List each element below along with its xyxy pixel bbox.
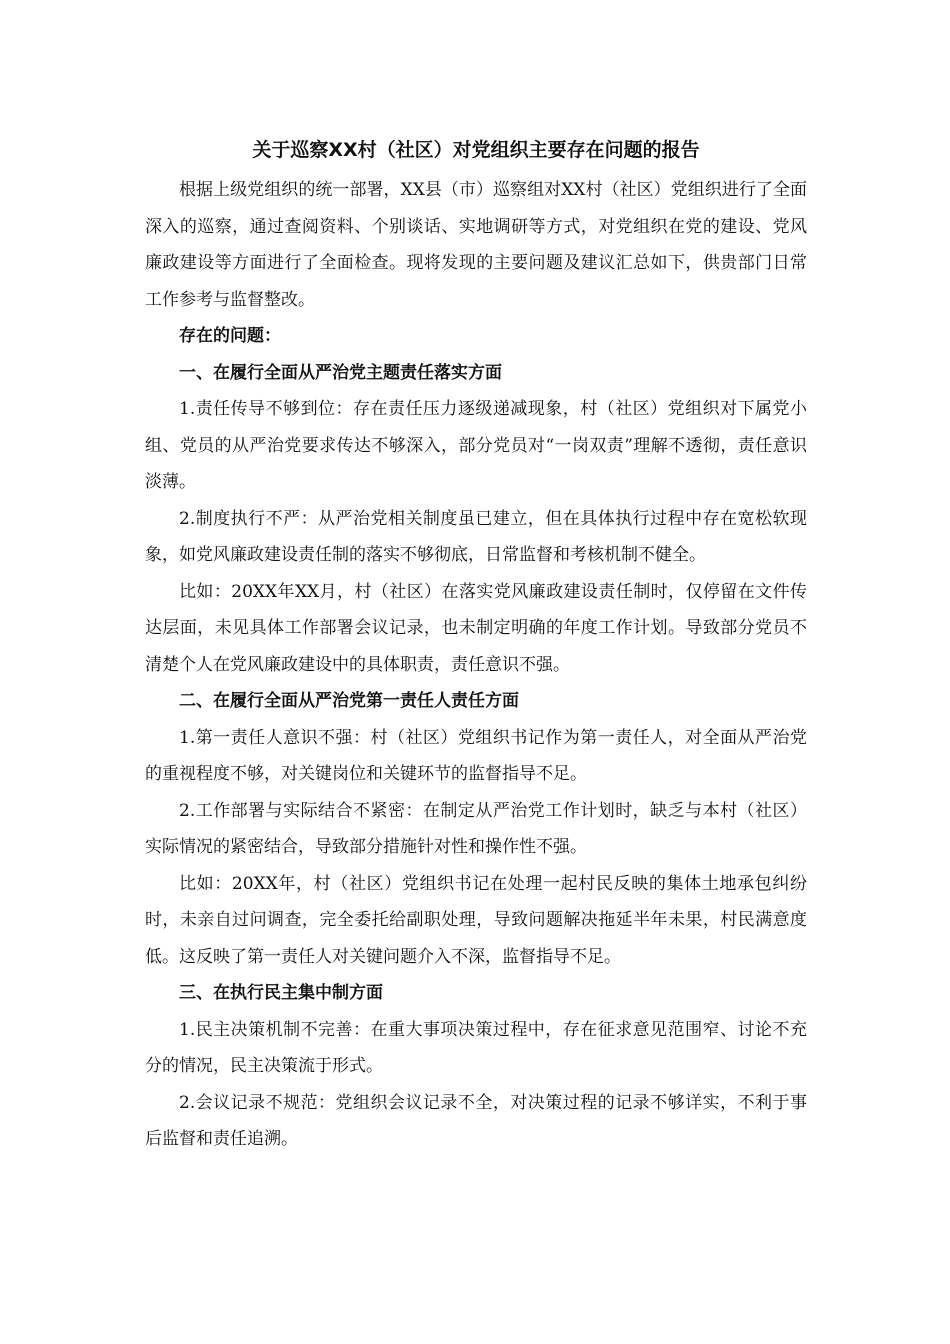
body-paragraph: 2.会议记录不规范：党组织会议记录不全，对决策过程的记录不够详实，不利于事后监督和责任追溯。: [145, 1092, 807, 1149]
section-heading-2: 二、在履行全面从严治党第一责任人责任方面: [179, 691, 519, 711]
body-paragraph: 2.制度执行不严：从严治党相关制度虽已建立，但在具体执行过程中存在宽松软现象，如党风廉政建设责任制的落实不够彻底，日常监督和考核机制不健全。: [145, 508, 807, 565]
intro-paragraph: 根据上级党组织的统一部署，XX县（市）巡察组对XX村（社区）党组织进行了全面深入的巡察，通过查阅资料、个别谈话、实地调研等方式，对党组织在党的建设、党风廉政建设等方面进行了全面检查。现将发现的主要问题及建议汇总如下，供贵部门日常工作参考与监督整改。: [145, 180, 807, 310]
example-paragraph: 比如：20XX年，村（社区）党组织书记在处理一起村民反映的集体土地承包纠纷时，未亲自过问调查，完全委托给副职处理，导致问题解决拖延半年未果，村民满意度低。这反映了第一责任人对关键问题介入不深，监督指导不足。: [145, 873, 807, 967]
document-page: [145, 128, 807, 1158]
body-paragraph: 1.民主决策机制不完善：在重大事项决策过程中，存在征求意见范围窄、讨论不充分的情况，民主决策流于形式。: [145, 1019, 807, 1076]
section-heading-3: 三、在执行民主集中制方面: [179, 983, 383, 1003]
problems-heading: 存在的问题：: [179, 326, 281, 346]
body-paragraph: 1.责任传导不够到位：存在责任压力逐级递减现象，村（社区）党组织对下属党小组、党员的从严治党要求传达不够深入，部分党员对“一岗双责”理解不透彻，责任意识淡薄。: [145, 399, 807, 492]
body-paragraph: 1.第一责任人意识不强：村（社区）党组织书记作为第一责任人，对全面从严治党的重视程度不够，对关键岗位和关键环节的监督指导不足。: [145, 727, 807, 784]
body-paragraph: 2.工作部署与实际结合不紧密：在制定从严治党工作计划时，缺乏与本村（社区）实际情况的紧密结合，导致部分措施针对性和操作性不强。: [145, 800, 807, 857]
example-paragraph: 比如：20XX年XX月，村（社区）在落实党风廉政建设责任制时，仅停留在文件传达层面，未见具体工作部署会议记录，也未制定明确的年度工作计划。导致部分党员不清楚个人在党风廉政建设中的具体职责，责任意识不强。: [145, 581, 807, 675]
section-heading-1: 一、在履行全面从严治党主题责任落实方面: [179, 362, 502, 383]
document-title: 关于巡察XX村（社区）对党组织主要存在问题的报告: [252, 139, 700, 161]
